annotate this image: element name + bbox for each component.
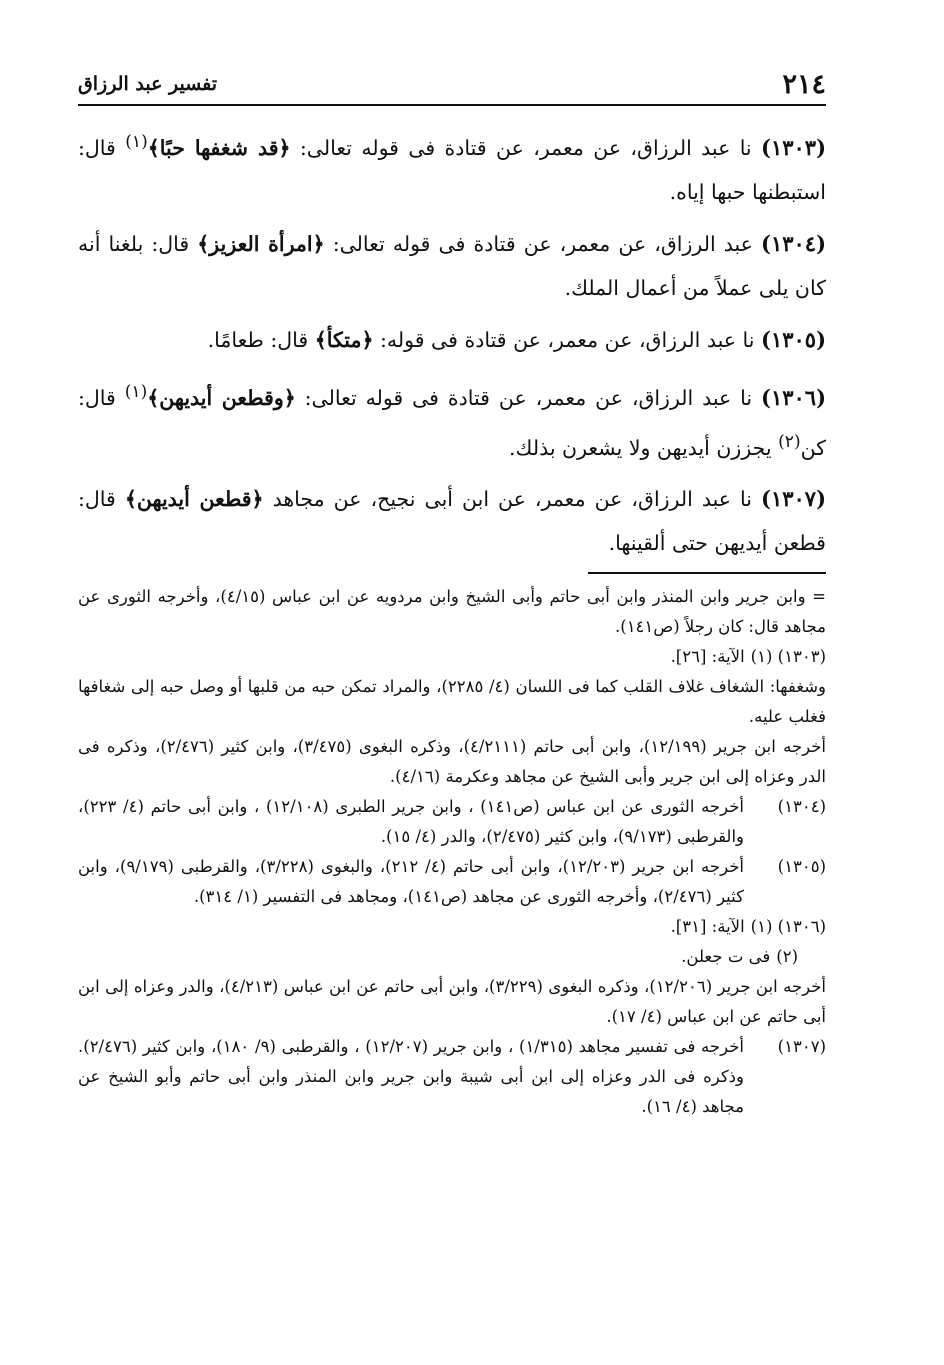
- footnote-label: (١٣٠٦) (١): [750, 917, 826, 936]
- footnote-separator: [588, 572, 826, 574]
- entry-text: نا عبد الرزاق، عن معمر، عن قتادة فى قوله تعالى:: [295, 385, 761, 410]
- footnote-label: (١٣٠٣) (١): [750, 647, 826, 666]
- footnote-label: (١٣٠٧): [777, 1037, 826, 1056]
- footnote-ref-2: (٢): [778, 431, 801, 452]
- footnote-1303-gloss: وشغفها: الشغاف غلاف القلب كما فى اللسان (٤/ ٢٢٨٥)، والمراد تمكن حبه من قلبها أو وصل حبه إلى شغافها فغلب عليه.: [78, 677, 826, 726]
- entry-text: عبد الرزاق، عن معمر، عن قتادة فى قوله تعالى:: [324, 231, 761, 256]
- entry-1305: [78, 318, 826, 362]
- running-title: تفسير عبد الرزاق: [78, 73, 218, 95]
- footnote-text: الآية: [٢٦].: [670, 647, 745, 666]
- footnote-text: الآية: [٣١].: [670, 917, 745, 936]
- entry-text: نا عبد الرزاق، عن معمر، عن قتادة فى قوله:: [373, 327, 761, 352]
- footnote-text: فى ت جعلن.: [681, 947, 771, 966]
- entry-number: (١٣٠٣): [761, 134, 826, 160]
- entry-text-end: قال: قطعن أيديهن حتى ألقينها.: [78, 487, 826, 556]
- footnote-1306-2: [78, 942, 826, 972]
- quran-quote: ﴿امرأة العزيز﴾: [197, 231, 325, 256]
- footnote-label: (١٣٠٥): [777, 857, 826, 876]
- footnote-1303-1: [78, 642, 826, 672]
- footnote-label: (١٣٠٤): [777, 797, 826, 816]
- footnote-continuation: = وابن جرير وابن المنذر وابن أبى حاتم وأبى الشيخ وابن مردويه عن ابن عباس (٤/١٥)، وأخرجه الثورى عن مجاهد قال: كان رجلاً (ص١٤١).: [78, 587, 826, 636]
- entry-number: (١٣٠٤): [761, 230, 826, 256]
- entry-text: نا عبد الرزاق، عن معمر، عن ابن أبى نجيح، عن مجاهد: [263, 487, 761, 512]
- entry-text-end: قال: استبطنها حبها إياه.: [78, 135, 826, 204]
- entry-1306: [78, 370, 826, 470]
- page-header: [78, 64, 826, 106]
- quran-quote: ﴿قد شغفها حبًا﴾: [147, 135, 291, 160]
- entry-text-mid: قال: كن: [78, 385, 826, 460]
- quran-quote: ﴿وقطعن أيديهن﴾: [147, 385, 296, 410]
- footnote-ref: (١): [125, 132, 148, 152]
- entry-1307: [78, 477, 826, 565]
- entry-1303: [78, 120, 826, 214]
- footnote-1304: [78, 792, 826, 852]
- entry-1304: [78, 222, 826, 310]
- footnote-text: أخرجه ابن جرير (١٢/٢٠٣)، وابن أبى حاتم (٤/ ٢١٢)، والبغوى (٣/٢٢٨)، والقرطبى (٩/١٧٩)، وابن كثير (٢/٤٧٦)، وأخرجه الثورى عن مجاهد (ص١٤١)، ومجاهد فى التفسير (١/ ٣١٤).: [78, 857, 744, 906]
- footnote-ref: (١): [124, 381, 148, 402]
- entry-number: (١٣٠٧): [761, 486, 826, 512]
- footnote-1307: [78, 1032, 826, 1122]
- footnote-text: أخرجه الثورى عن ابن عباس (ص١٤١) ، وابن جرير الطبرى (١٢/١٠٨) ، وابن أبى حاتم (٤/ ٢٢٣)، والقرطبى (٩/١٧٣)، وابن كثير (٢/٤٧٥)، والدر (٤/ ١٥).: [78, 797, 745, 846]
- quran-quote: ﴿متكأ﴾: [314, 327, 374, 352]
- entry-text-end: قال: طعامًا.: [207, 327, 315, 352]
- footnote-1306-1: [78, 912, 826, 942]
- entry-number: (١٣٠٥): [761, 326, 826, 352]
- quran-quote: ﴿قطعن أيديهن﴾: [124, 487, 264, 512]
- footnote-label: (٢): [776, 947, 798, 966]
- footnote-1306-sources: أخرجه ابن جرير (١٢/٢٠٦)، وذكره البغوى (٣/٢٢٩)، وابن أبى حاتم عن ابن عباس (٤/٢١٣)، والدر وعزاه إلى ابن أبى حاتم عن ابن عباس (٤/ ١٧).: [78, 977, 827, 1026]
- footnotes: [78, 582, 826, 1122]
- entry-text-end: يجززن أيديهن ولا يشعرن بذلك.: [509, 435, 779, 460]
- page-number: ٢١٤: [782, 68, 826, 100]
- footnote-1303-sources: أخرجه ابن جرير (١٢/١٩٩)، وابن أبى حاتم (٤/٢١١١)، وذكره البغوى (٣/٤٧٥)، وابن كثير (٢/٤٧٦)، وذكره فى الدر وعزاه إلى ابن جرير وأبى الشيخ عن مجاهد وعكرمة (٤/١٦).: [78, 737, 826, 786]
- entry-text-end: قال: بلغنا أنه كان يلى عملاً من أعمال الملك.: [78, 231, 826, 300]
- footnote-1305: [78, 852, 826, 912]
- footnote-text: أخرجه فى تفسير مجاهد (١/٣١٥) ، وابن جرير (١٢/٢٠٧) ، والقرطبى (٩/ ١٨٠)، وابن كثير (٢/٤٧٦). وذكره فى الدر وعزاه إلى ابن أبى شيبة وابن جرير وابن المنذر وابن أبى حاتم وأبو الشيخ عن مجاهد (٤/ ١٦).: [78, 1037, 744, 1116]
- entry-number: (١٣٠٦): [761, 384, 826, 410]
- main-text: [78, 120, 826, 573]
- entry-text: نا عبد الرزاق، عن معمر، عن قتادة فى قوله تعالى:: [290, 135, 761, 160]
